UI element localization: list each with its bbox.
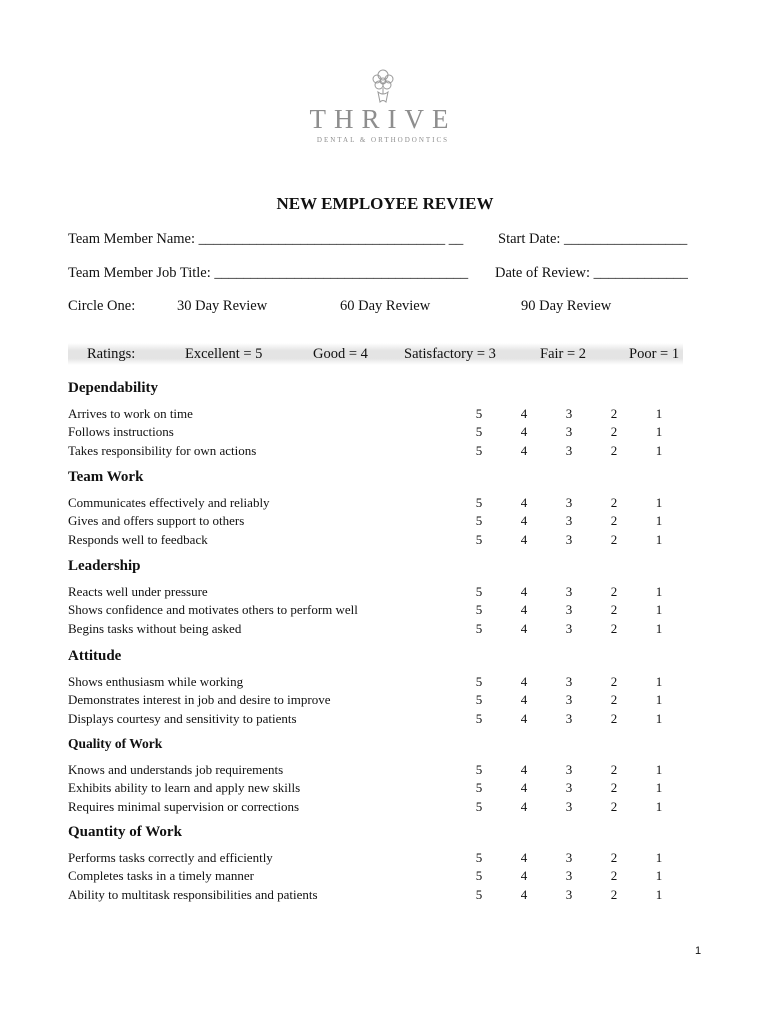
rating-satisfactory: Satisfactory = 3 xyxy=(404,346,496,362)
rating-excellent: Excellent = 5 xyxy=(185,346,263,362)
score-option-4[interactable]: 4 xyxy=(520,424,528,439)
score-option-1[interactable]: 1 xyxy=(655,495,663,510)
score-option-1[interactable]: 1 xyxy=(655,584,663,599)
score-option-1[interactable]: 1 xyxy=(655,674,663,689)
score-option-5[interactable]: 5 xyxy=(475,532,483,547)
score-option-4[interactable]: 4 xyxy=(520,443,528,458)
score-option-4[interactable]: 4 xyxy=(520,887,528,902)
score-option-3[interactable]: 3 xyxy=(565,711,573,726)
page-number: 1 xyxy=(695,945,702,957)
score-option-1[interactable]: 1 xyxy=(655,532,663,547)
score-option-2[interactable]: 2 xyxy=(610,674,618,689)
criteria-item: Shows confidence and motivates others to perform well xyxy=(68,602,358,617)
score-option-4[interactable]: 4 xyxy=(520,692,528,707)
score-option-2[interactable]: 2 xyxy=(610,584,618,599)
score-option-2[interactable]: 2 xyxy=(610,621,618,636)
score-option-4[interactable]: 4 xyxy=(520,868,528,883)
score-option-5[interactable]: 5 xyxy=(475,887,483,902)
ratings-label: Ratings: xyxy=(87,346,136,362)
score-option-1[interactable]: 1 xyxy=(655,513,663,528)
criteria-item: Completes tasks in a timely manner xyxy=(68,868,254,883)
score-option-1[interactable]: 1 xyxy=(655,868,663,883)
score-option-5[interactable]: 5 xyxy=(475,868,483,883)
score-option-3[interactable]: 3 xyxy=(565,495,573,510)
score-option-4[interactable]: 4 xyxy=(520,602,528,617)
score-option-1[interactable]: 1 xyxy=(655,424,663,439)
score-option-5[interactable]: 5 xyxy=(475,495,483,510)
criteria-item: Begins tasks without being asked xyxy=(68,621,242,636)
criteria-item: Responds well to feedback xyxy=(68,532,208,547)
score-option-3[interactable]: 3 xyxy=(565,532,573,547)
score-option-5[interactable]: 5 xyxy=(475,513,483,528)
score-option-4[interactable]: 4 xyxy=(520,532,528,547)
score-option-3[interactable]: 3 xyxy=(565,674,573,689)
criteria-item: Takes responsibility for own actions xyxy=(68,443,257,458)
score-option-3[interactable]: 3 xyxy=(565,443,573,458)
team-member-name-field[interactable]: Team Member Name: __________________________________ __ xyxy=(68,231,464,247)
score-option-2[interactable]: 2 xyxy=(610,424,618,439)
criteria-item: Requires minimal supervision or corrections xyxy=(68,799,300,814)
score-option-4[interactable]: 4 xyxy=(520,621,528,636)
company-logo xyxy=(300,64,466,154)
score-option-2[interactable]: 2 xyxy=(610,495,618,510)
score-option-1[interactable]: 1 xyxy=(655,406,663,421)
score-option-4[interactable]: 4 xyxy=(520,780,528,795)
criteria-item: Displays courtesy and sensitivity to patients xyxy=(68,711,297,726)
score-option-1[interactable]: 1 xyxy=(655,780,663,795)
score-option-1[interactable]: 1 xyxy=(655,711,663,726)
criteria-item: Knows and understands job requirements xyxy=(68,762,284,777)
score-option-5[interactable]: 5 xyxy=(475,602,483,617)
score-option-3[interactable]: 3 xyxy=(565,424,573,439)
score-option-2[interactable]: 2 xyxy=(610,850,618,865)
score-option-3[interactable]: 3 xyxy=(565,602,573,617)
score-option-1[interactable]: 1 xyxy=(655,443,663,458)
score-option-4[interactable]: 4 xyxy=(520,495,528,510)
criteria-item: Arrives to work on time xyxy=(68,406,193,421)
score-option-4[interactable]: 4 xyxy=(520,850,528,865)
score-option-5[interactable]: 5 xyxy=(475,424,483,439)
score-option-2[interactable]: 2 xyxy=(610,780,618,795)
option-60-day[interactable]: 60 Day Review xyxy=(340,298,431,314)
score-option-2[interactable]: 2 xyxy=(610,762,618,777)
score-option-5[interactable]: 5 xyxy=(475,850,483,865)
score-option-4[interactable]: 4 xyxy=(520,799,528,814)
start-date-field[interactable]: Start Date: _________________ xyxy=(498,231,688,247)
criteria-item: Follows instructions xyxy=(68,424,174,439)
rating-good: Good = 4 xyxy=(313,346,368,362)
score-option-3[interactable]: 3 xyxy=(565,850,573,865)
score-option-5[interactable]: 5 xyxy=(475,762,483,777)
section-heading: Dependability xyxy=(68,380,159,396)
criteria-item: Shows enthusiasm while working xyxy=(68,674,244,689)
score-option-1[interactable]: 1 xyxy=(655,799,663,814)
score-option-4[interactable]: 4 xyxy=(520,584,528,599)
option-90-day[interactable]: 90 Day Review xyxy=(521,298,612,314)
score-option-3[interactable]: 3 xyxy=(565,692,573,707)
section-heading: Team Work xyxy=(68,469,144,485)
logo-wordmark: THRIVE xyxy=(309,104,457,134)
circle-one-label: Circle One: xyxy=(68,298,136,314)
score-option-3[interactable]: 3 xyxy=(565,621,573,636)
score-option-5[interactable]: 5 xyxy=(475,780,483,795)
score-option-4[interactable]: 4 xyxy=(520,406,528,421)
score-option-2[interactable]: 2 xyxy=(610,868,618,883)
score-option-2[interactable]: 2 xyxy=(610,887,618,902)
score-option-5[interactable]: 5 xyxy=(475,621,483,636)
score-option-2[interactable]: 2 xyxy=(610,692,618,707)
ratings-legend xyxy=(68,343,683,365)
score-option-5[interactable]: 5 xyxy=(475,584,483,599)
score-option-3[interactable]: 3 xyxy=(565,868,573,883)
tree-logo-icon xyxy=(368,66,398,104)
score-option-1[interactable]: 1 xyxy=(655,621,663,636)
job-title-field[interactable]: Team Member Job Title: ___________________________________ xyxy=(68,265,469,281)
score-option-2[interactable]: 2 xyxy=(610,443,618,458)
score-option-2[interactable]: 2 xyxy=(610,799,618,814)
score-option-3[interactable]: 3 xyxy=(565,887,573,902)
score-option-4[interactable]: 4 xyxy=(520,674,528,689)
score-option-4[interactable]: 4 xyxy=(520,711,528,726)
score-option-5[interactable]: 5 xyxy=(475,674,483,689)
criteria-item: Exhibits ability to learn and apply new skills xyxy=(68,780,301,795)
score-option-3[interactable]: 3 xyxy=(565,799,573,814)
page-title: NEW EMPLOYEE REVIEW xyxy=(276,194,494,213)
score-option-3[interactable]: 3 xyxy=(565,513,573,528)
criteria-item: Reacts well under pressure xyxy=(68,584,208,599)
score-option-1[interactable]: 1 xyxy=(655,692,663,707)
criteria-item: Communicates effectively and reliably xyxy=(68,495,270,510)
score-option-3[interactable]: 3 xyxy=(565,406,573,421)
score-option-1[interactable]: 1 xyxy=(655,762,663,777)
section-heading: Leadership xyxy=(68,558,141,574)
rating-fair: Fair = 2 xyxy=(540,346,587,362)
score-option-2[interactable]: 2 xyxy=(610,406,618,421)
score-option-4[interactable]: 4 xyxy=(520,513,528,528)
score-option-2[interactable]: 2 xyxy=(610,602,618,617)
criteria-item: Ability to multitask responsibilities and patients xyxy=(68,887,318,902)
section-heading: Quality of Work xyxy=(68,736,163,751)
score-option-2[interactable]: 2 xyxy=(610,711,618,726)
criteria-item: Gives and offers support to others xyxy=(68,513,245,528)
criteria-item: Performs tasks correctly and efficiently xyxy=(68,850,273,865)
score-option-5[interactable]: 5 xyxy=(475,799,483,814)
rating-poor: Poor = 1 xyxy=(629,346,680,362)
score-option-3[interactable]: 3 xyxy=(565,584,573,599)
score-option-1[interactable]: 1 xyxy=(655,602,663,617)
score-option-1[interactable]: 1 xyxy=(655,850,663,865)
score-option-4[interactable]: 4 xyxy=(520,762,528,777)
review-date-field[interactable]: Date of Review: _____________ xyxy=(495,265,688,281)
score-option-2[interactable]: 2 xyxy=(610,532,618,547)
logo-tagline: DENTAL & ORTHODONTICS xyxy=(316,136,450,144)
score-option-3[interactable]: 3 xyxy=(565,780,573,795)
score-option-5[interactable]: 5 xyxy=(475,692,483,707)
criteria-item: Demonstrates interest in job and desire to improve xyxy=(68,692,331,707)
option-30-day[interactable]: 30 Day Review xyxy=(177,298,268,314)
section-heading: Attitude xyxy=(68,648,122,664)
score-option-5[interactable]: 5 xyxy=(475,711,483,726)
section-heading: Quantity of Work xyxy=(68,824,182,840)
score-option-5[interactable]: 5 xyxy=(475,443,483,458)
score-option-2[interactable]: 2 xyxy=(610,513,618,528)
score-option-1[interactable]: 1 xyxy=(655,887,663,902)
score-option-5[interactable]: 5 xyxy=(475,406,483,421)
score-option-3[interactable]: 3 xyxy=(565,762,573,777)
